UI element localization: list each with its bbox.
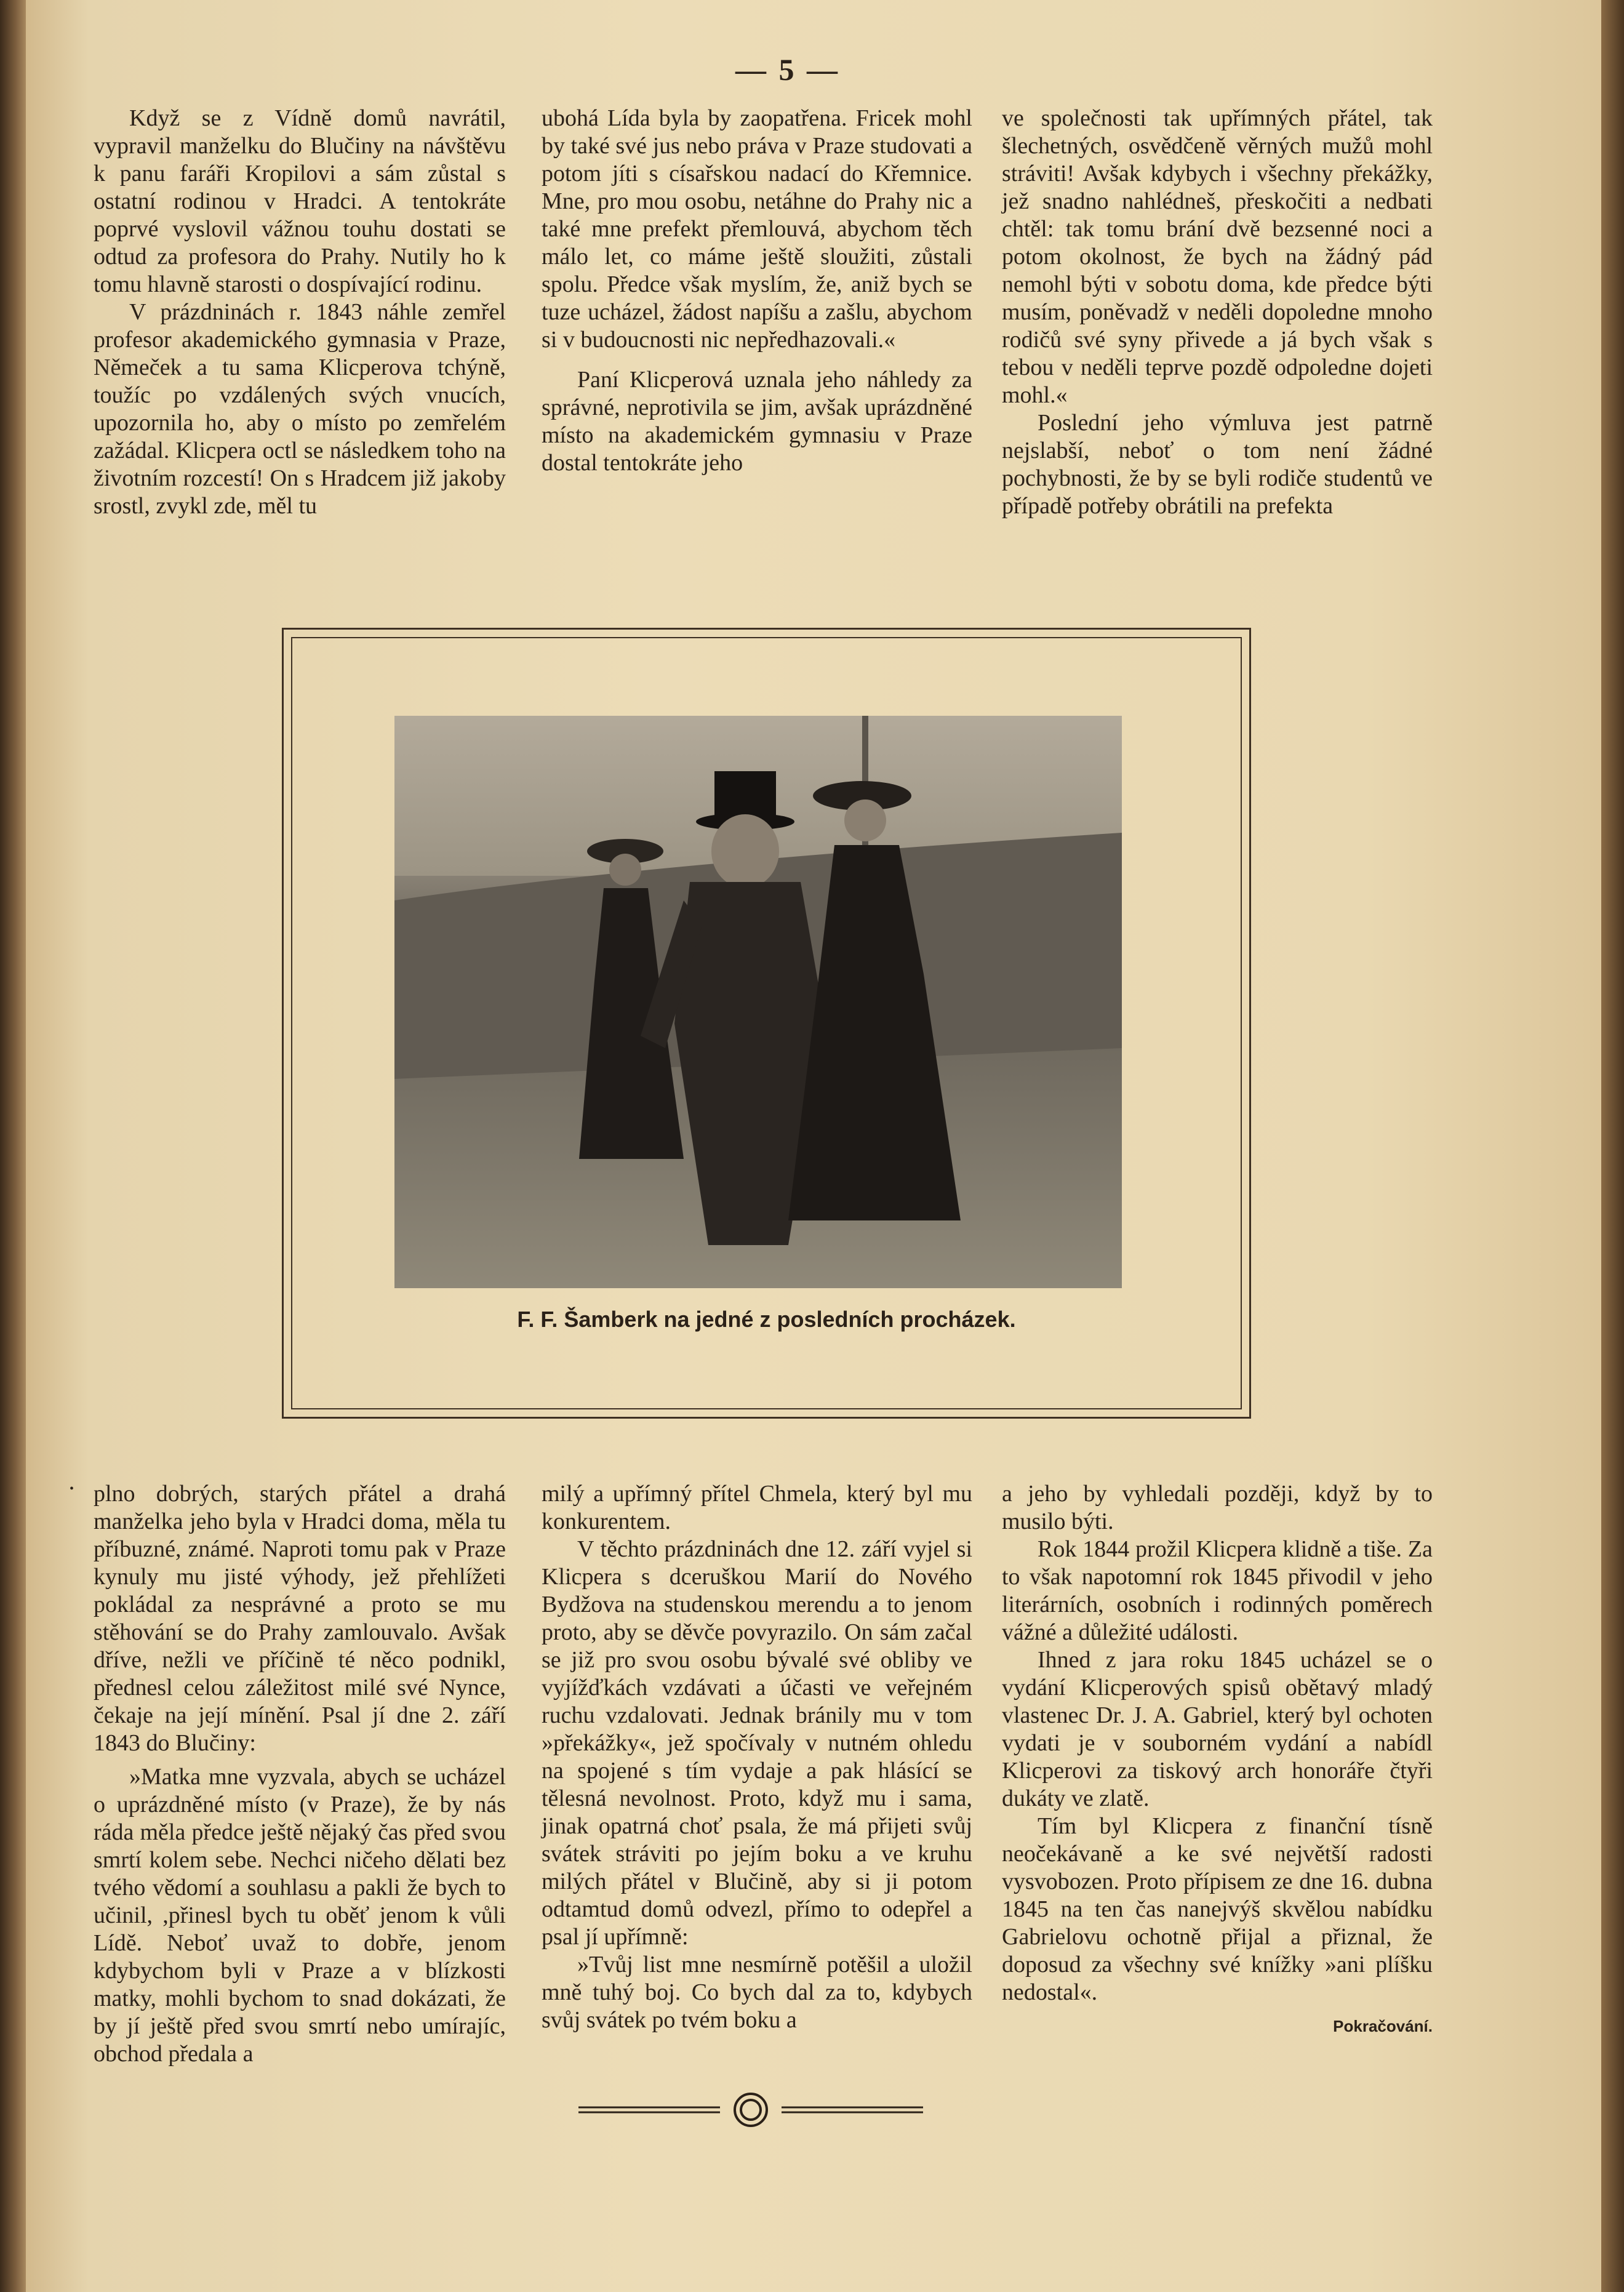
paragraph: Paní Klicperová uznala jeho náhledy za správné, neprotivila se jim, avšak uprázdněné místo na akademickém gymnasiu v Praze dostal tentokráte jeho (542, 367, 972, 476)
paragraph: plno dobrých, starých přátel a drahá manželka jeho byla v Hradci doma, měla tu příbuzné, známé. Naproti tomu pak v Praze kynuly mu jisté výhody, jež přehlížeti pokládal za nesprávné a proto se mu stěhování se do Prahy zamlouvalo. Avšak dříve, nežli ve příčině té něco podnikl, přednesl celou záležitost milé své Nynce, čekaje na její mínění. Psal jí dne 2. září 1843 do Blučiny: (94, 1481, 506, 1756)
photograph (394, 716, 1122, 1288)
ornament-divider (578, 2091, 923, 2128)
paragraph: V těchto prázdninách dne 12. září vyjel si Klicpera s dceruškou Marií do Nového Bydžova na studenskou merendu a to jenom proto, aby se děvče povyrazilo. On sám začal se již pro svou osobu bývalé své obliby ve vyjížďkách vzdávati a účasti ve veřejném ruchu vzdalovati. Jednak bránily mu v tom »překážky«, jež spočívaly v nutném ohledu na spojené s tím vydaje a pak hlásící se tělesná nevolnost. Proto, když mu i sama, jinak opatrná choť psala, že má přijeti svůj svátek stráviti po jejím boku a ve kruhu milých přátel v Blučině, aby si ji potom odtamtud domů odvezl, přímo to odepřel a psal jí upřímně: (542, 1536, 972, 1950)
top-column-2 (542, 105, 972, 477)
top-column-1 (94, 105, 506, 520)
paragraph: Tím byl Klicpera z finanční tísně neočekávaně a ke své největší radosti vysvobozen. Proto přípisem ze dne 16. dubna 1845 na ten čas nanejvýš skvělou nabídku Gabrielovu ochotně přijal a přiznal, že doposud za všechny své knížky »ani plíšku nedostal«. (1002, 1813, 1433, 2005)
continued-note: Pokračování. (1333, 2017, 1433, 2035)
paragraph: milý a upřímný přítel Chmela, který byl mu konkurentem. (542, 1481, 972, 1534)
paragraph: Ihned z jara roku 1845 ucházel se o vydání Klicperových spisů obětavý mladý vlastenec Dr. J. A. Gabriel, který byl ochoten vydati je v souborném vydání a nabídl Klicperovi za tiskový arch honoráře čtyři dukáty ve zlatě. (1002, 1647, 1433, 1811)
paragraph: Poslední jeho výmluva jest patrně nejslabší, neboť o tom není žádné pochybnosti, že by se byli rodiče studentů ve případě potřeby obrátili na prefekta (1002, 410, 1433, 519)
paragraph: Když se z Vídně domů navrátil, vypravil manželku do Blučiny na návštěvu k panu faráři Kropilovi a sám zůstal s ostatní rodinou v Hradci. A tentokráte poprvé vyslovil vážnou touhu dostati se odtud za profesora do Prahy. Nutily ho k tomu hlavně starosti o dospívající rodinu. (94, 105, 506, 297)
paragraph: ubohá Lída byla by zaopatřena. Fricek mohl by také své jus nebo práva v Praze studovati a potom jíti s císařskou nadací do Křemnice. Mne, pro mou osobu, netáhne do Prahy nic a také mne prefekt přemlouvá, abychom těch málo let, co máme ještě sloužiti, zůstali spolu. Předce však myslím, že, aniž bych se tuze ucházel, žádost napíšu a zašlu, abychom si v budoucnosti nic nepředhazovali.« (542, 105, 972, 353)
paragraph: V prázdninách r. 1843 náhle zemřel profesor akademického gymnasia v Praze, Němeček a tu sama Klicperova tchýně, toužíc po vzdálených svých vnucích, upozornila ho, aby o místo po zemřelém zažádal. Klicpera octl se následkem toho na životním rozcestí! On s Hradcem již jakoby srostl, zvykl zde, měl tu (94, 299, 506, 519)
paragraph: a jeho by vyhledali později, když by to musilo býti. (1002, 1481, 1433, 1534)
bottom-column-1 (94, 1480, 506, 2068)
figure-frame (282, 628, 1251, 1419)
paragraph: ve společnosti tak upřímných přátel, tak šlechetných, osvědčeně věrných mužů mohl stráviti! Avšak kdybych i všechny překážky, jež snadno nahlédneš, přeskočiti a nedbati chtěl: tak tomu brání dvě bezsenné noci a potom okolnost, že bych na žádný pád nemohl býti v sobotu doma, kde předce býti musím, poněvadž v neděli dopoledne mnoho rodičů své syny přivede a já bych však s tebou v neděli teprve pozdě odpoledne dojeti mohl.« (1002, 105, 1433, 408)
bottom-column-3 (1002, 1480, 1433, 2040)
top-column-3 (1002, 105, 1433, 520)
page-edge (1601, 0, 1624, 2292)
figure-caption: F. F. Šamberk na jedné z posledních procházek. (517, 1307, 1016, 1332)
bottom-column-2 (542, 1480, 972, 2034)
photo-scene (394, 716, 1122, 1288)
paragraph: »Tvůj list mne nesmírně potěšil a uložil mně tuhý boj. Co bych dal za to, kdybych svůj svátek po tvém boku a (542, 1952, 972, 2033)
page-number: — 5 — (735, 52, 840, 87)
book-spine (0, 0, 26, 2292)
paragraph: »Matka mne vyzvala, abych se ucházel o uprázdněné místo (v Praze), že by nás ráda měla předce ještě nějaký čas před svou smrtí kolem sebe. Nechci ničeho dělati bez tvého vědomí a souhlasu a pakli že bych to učinil, ,přinesl bych tu oběť jenom k vůli Lídě. Neboť uvaž to dobře, jenom kdybychom byli v Praze a v blízkosti matky, mohli bychom to snad dokázati, že by jí ještě před svou smrtí nebo umírajíc, obchod předala a (94, 1764, 506, 2067)
paragraph: Rok 1844 prožil Klicpera klidně a tiše. Za to však napotomní rok 1845 přivodil v jeho literárních, osobních i rodinných poměrech vážné a důležité události. (1002, 1536, 1433, 1645)
margin-mark: • (70, 1482, 74, 1496)
